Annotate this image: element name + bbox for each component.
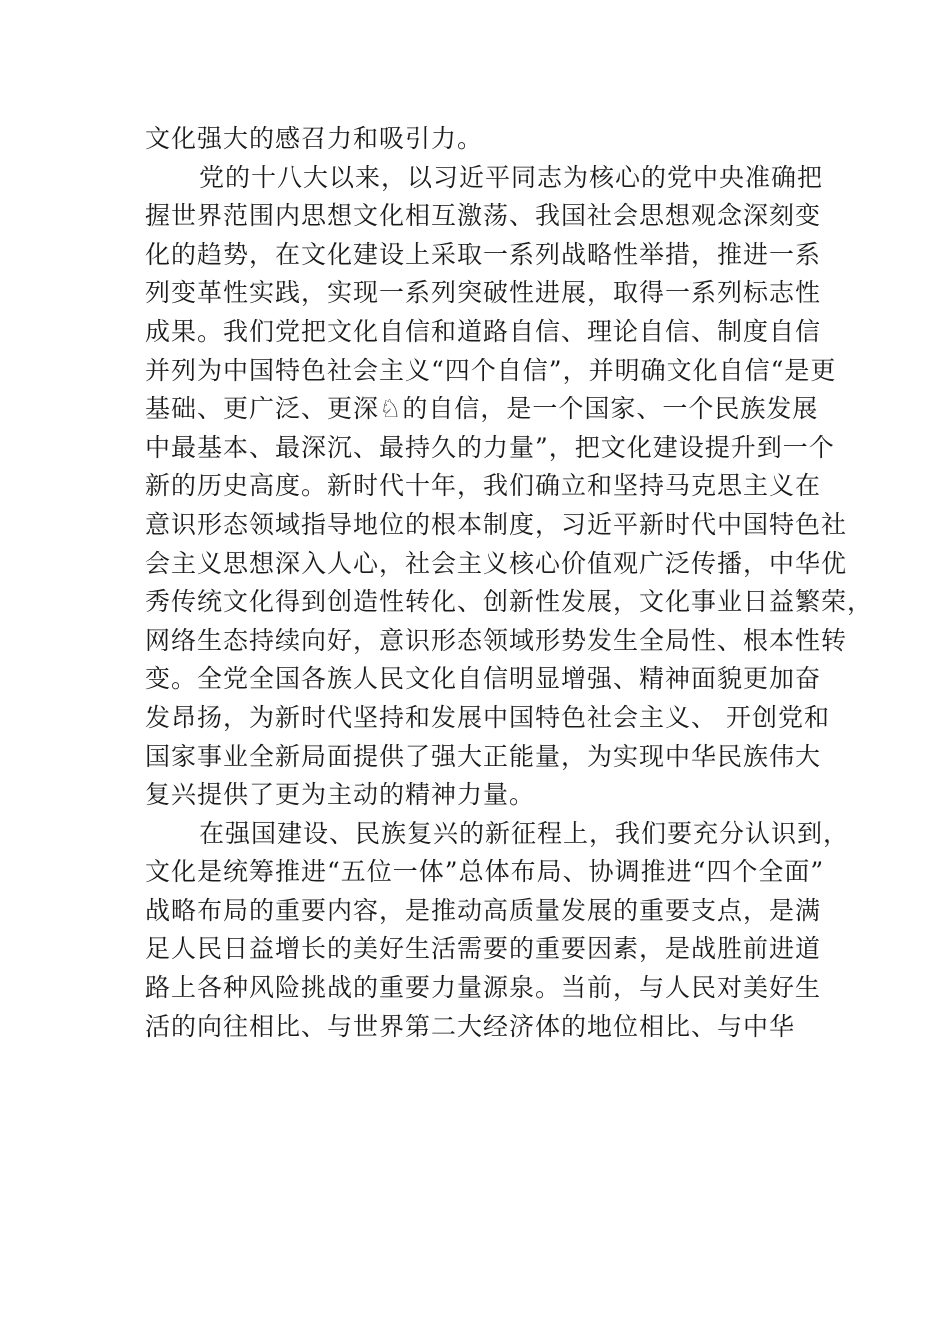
text-line: 意识形态领域指导地位的根本制度，习近平新时代中国特色社 xyxy=(145,509,848,539)
text-line: 成果。我们党把文化自信和道路自信、理论自信、制度自信 xyxy=(145,316,822,346)
text-line: 中最基本、最深沉、最持久的力量”，把文化建设提升到一个 xyxy=(145,432,835,462)
text-line: 列变革性实践，实现一系列突破性进展，取得一系列标志性 xyxy=(145,278,822,308)
text-line: 发昂扬，为新时代坚持和发展中国特色社会主义、 开创党和 xyxy=(145,702,830,732)
text-line: 路上各种风险挑战的重要力量源泉。当前，与人民对美好生 xyxy=(145,973,822,1003)
paragraph-start-line: 党的十八大以来，以习近平同志为核心的党中央准确把 xyxy=(199,162,824,192)
text-line: 文化强大的感召力和吸引力。 xyxy=(145,124,484,153)
text-line: 握世界范围内思想文化相互激荡、我国社会思想观念深刻变 xyxy=(145,201,822,231)
text-line: 国家事业全新局面提供了强大正能量，为实现中华民族伟大 xyxy=(145,741,822,771)
text-line: 会主义思想深入人心，社会主义核心价值观广泛传播，中华优 xyxy=(145,548,848,578)
text-line: 基础、更广泛、更深♘的自信，是一个国家、一个民族发展 xyxy=(145,394,819,424)
text-line: 秀传统文化得到创造性转化、创新性发展，文化事业日益繁荣， xyxy=(145,587,874,617)
text-line: 复兴提供了更为主动的精神力量。 xyxy=(145,780,536,810)
text-line: 文化是统筹推进“五位一体”总体布局、协调推进“四个全面” xyxy=(145,857,825,887)
body-text xyxy=(145,120,874,1046)
text-line: 变。全党全国各族人民文化自信明显增强、精神面貌更加奋 xyxy=(145,664,822,694)
text-line: 网络生态持续向好，意识形态领域形势发生全局性、根本性转 xyxy=(145,625,848,655)
text-line: 新的历史高度。新时代十年，我们确立和坚持马克思主义在 xyxy=(145,471,822,501)
text-line: 并列为中国特色社会主义“四个自信”，并明确文化自信“是更 xyxy=(145,355,837,385)
text-line: 化的趋势，在文化建设上采取一系列战略性举措，推进一系 xyxy=(145,239,822,269)
text-line: 战略布局的重要内容，是推动高质量发展的重要支点，是满 xyxy=(145,895,822,925)
paragraph-start-line: 在强国建设、民族复兴的新征程上，我们要充分认识到， xyxy=(199,818,850,848)
text-line: 足人民日益增长的美好生活需要的重要因素，是战胜前进道 xyxy=(145,934,822,964)
text-line: 活的向往相比、与世界第二大经济体的地位相比、与中华 xyxy=(145,1011,796,1041)
